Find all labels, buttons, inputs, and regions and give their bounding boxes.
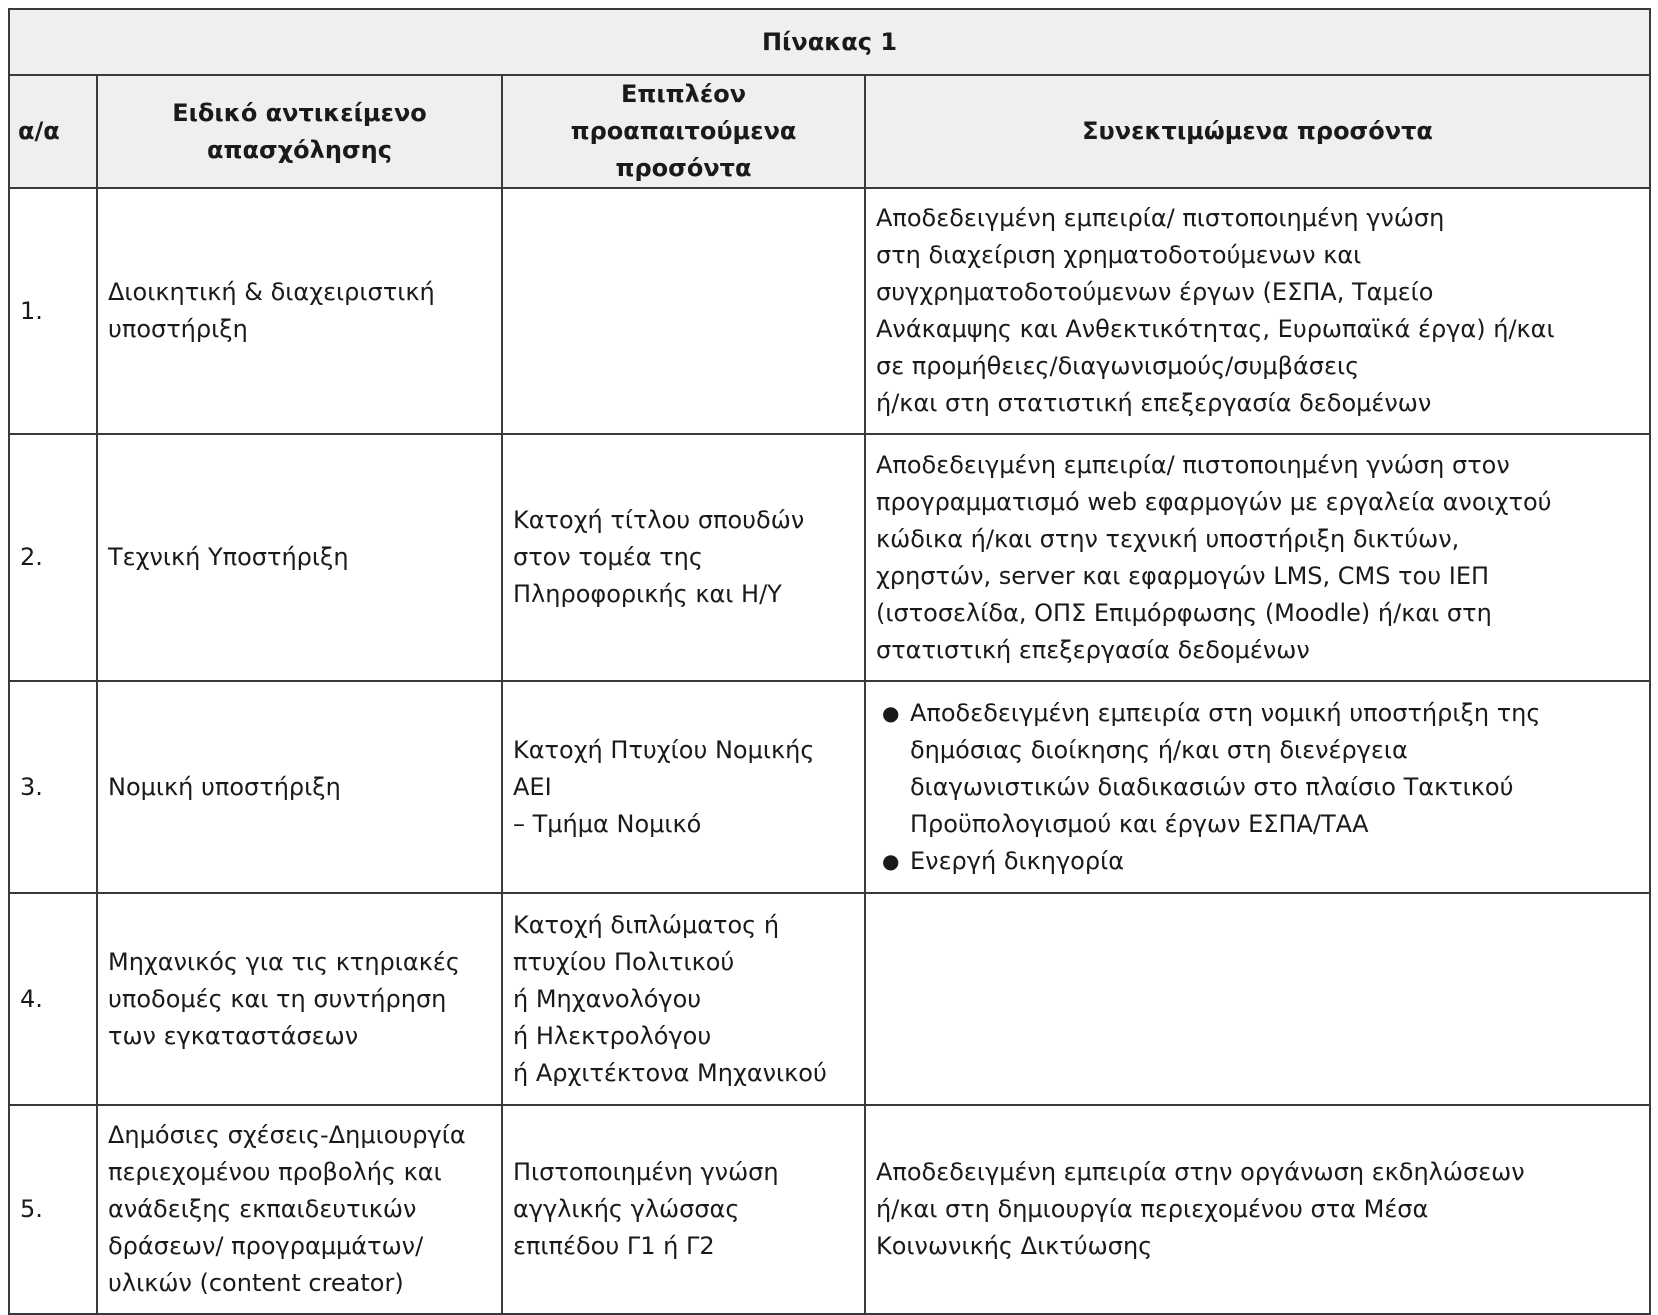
bullet-item	[882, 695, 1639, 843]
text-line: αγγλικής γλώσσας	[513, 1195, 740, 1223]
text-line: δράσεων/ προγραμμάτων/	[108, 1232, 424, 1260]
text-line: των εγκαταστάσεων	[108, 1021, 359, 1050]
header-prereq-line: Επιπλέον προαπαιτούμενα	[570, 80, 797, 145]
bullet-icon: ●	[882, 700, 900, 725]
text-line: κώδικα ή/και στην τεχνική υποστήριξη δικτύων,	[876, 524, 1460, 553]
header-prereq	[502, 75, 865, 188]
row-qualifications	[865, 188, 1650, 434]
text-line: ανάδειξης εκπαιδευτικών	[108, 1195, 417, 1223]
text-line: (ιστοσελίδα, ΟΠΣ Επιμόρφωσης (Moodle) ή/και στη	[876, 598, 1492, 627]
row-num: 4.	[9, 893, 97, 1105]
bullet-icon: ●	[882, 848, 900, 873]
row-object	[97, 681, 502, 893]
text-line: σε προμήθειες/διαγωνισμούς/συμβάσεις	[876, 352, 1360, 380]
header-qualifications: Συνεκτιμώμενα προσόντα	[865, 75, 1650, 188]
table-row	[9, 681, 1650, 893]
header-object-line: Ειδικό αντικείμενο	[172, 98, 427, 127]
text-line: Αποδεδειγμένη εμπειρία/ πιστοποιημένη γνώση στον	[876, 450, 1510, 479]
header-num: α/α	[9, 75, 97, 188]
row-prereq	[502, 188, 865, 434]
text-line: στατιστική επεξεργασία δεδομένων	[876, 635, 1310, 664]
text-line: στη διαχείριση χρηματοδοτούμενων και	[876, 241, 1362, 269]
text-line: – Τμήμα Νομικό	[513, 809, 702, 838]
text-line: χρηστών, server και εφαρμογών LMS, CMS του ΙΕΠ	[876, 561, 1490, 590]
text-line: Αποδεδειγμένη εμπειρία στη νομική υποστήριξη της	[910, 698, 1541, 727]
text-line: ή/και στη δημιουργία περιεχομένου στα Μέσα	[876, 1195, 1429, 1223]
text-line: περιεχομένου προβολής και	[108, 1158, 442, 1186]
table-title-row	[9, 9, 1650, 75]
text-line: διαγωνιστικών διαδικασιών στο πλαίσιο Τακτικού	[910, 772, 1514, 801]
row-prereq	[502, 681, 865, 893]
row-object	[97, 1105, 502, 1314]
text-line: επιπέδου Γ1 ή Γ2	[513, 1232, 715, 1260]
text-line: Κοινωνικής Δικτύωσης	[876, 1232, 1153, 1260]
text-line: ή Μηχανολόγου	[513, 984, 702, 1013]
row-num: 2.	[9, 434, 97, 681]
header-object-line: απασχόλησης	[207, 135, 392, 164]
text-line: ή Ηλεκτρολόγου	[513, 1021, 712, 1050]
text-line: συγχρηματοδοτούμενων έργων (ΕΣΠΑ, Ταμείο	[876, 278, 1434, 306]
row-qualifications	[865, 681, 1650, 893]
row-object	[97, 188, 502, 434]
text-line: Μηχανικός για τις κτηριακές	[108, 947, 460, 976]
row-qualifications	[865, 434, 1650, 681]
text-line: υποδομές και τη συντήρηση	[108, 984, 447, 1013]
text-line: Κατοχή Πτυχίου Νομικής ΑΕΙ	[513, 735, 815, 801]
row-prereq	[502, 1105, 865, 1314]
row-object	[97, 893, 502, 1105]
text-line: Κατοχή διπλώματος ή	[513, 910, 780, 939]
text-line: ή Αρχιτέκτονα Μηχανικού	[513, 1058, 827, 1087]
text-line: Αποδεδειγμένη εμπειρία/ πιστοποιημένη γνώση	[876, 204, 1445, 232]
table-row	[9, 1105, 1650, 1314]
text-line: Ανάκαμψης και Ανθεκτικότητας, Ευρωπαϊκά έργα) ή/και	[876, 315, 1555, 343]
text-line: προγραμματισμό web εφαρμογών με εργαλεία ανοιχτού	[876, 487, 1552, 516]
text-line: Ενεργή δικηγορία	[910, 846, 1125, 875]
row-num: 3.	[9, 681, 97, 893]
text-line: ή/και στη στατιστική επεξεργασία δεδομένων	[876, 389, 1432, 417]
text-line: Διοικητική & διαχειριστική	[108, 278, 435, 306]
qualifications-table	[8, 8, 1651, 1315]
table-row	[9, 893, 1650, 1105]
text-line: Πληροφορικής και Η/Υ	[513, 580, 782, 608]
bullet-list	[876, 695, 1639, 880]
text-line: Αποδεδειγμένη εμπειρία στην οργάνωση εκδηλώσεων	[876, 1158, 1525, 1186]
table-title: Πίνακας 1	[9, 9, 1650, 75]
row-num: 5.	[9, 1105, 97, 1314]
text-line: υλικών (content creator)	[108, 1269, 404, 1297]
header-prereq-line: προσόντα	[615, 154, 752, 182]
text-line: πτυχίου Πολιτικού	[513, 947, 735, 976]
text-line: Τεχνική Υποστήριξη	[108, 543, 349, 571]
text-line: Δημόσιες σχέσεις-Δημιουργία	[108, 1121, 466, 1149]
row-qualifications	[865, 1105, 1650, 1314]
text-line: Κατοχή τίτλου σπουδών	[513, 506, 805, 534]
row-object	[97, 434, 502, 681]
row-num: 1.	[9, 188, 97, 434]
row-qualifications	[865, 893, 1650, 1105]
table-row	[9, 188, 1650, 434]
row-prereq	[502, 434, 865, 681]
text-line: στον τομέα της	[513, 543, 703, 571]
header-object	[97, 75, 502, 188]
text-line: Νομική υποστήριξη	[108, 772, 341, 801]
text-line: Πιστοποιημένη γνώση	[513, 1158, 779, 1186]
text-line: υποστήριξη	[108, 315, 248, 343]
bullet-item	[882, 843, 1639, 880]
text-line: Προϋπολογισμού και έργων ΕΣΠΑ/ΤΑΑ	[910, 809, 1369, 838]
row-prereq	[502, 893, 865, 1105]
table-row	[9, 434, 1650, 681]
table-header-row	[9, 75, 1650, 188]
text-line: δημόσιας διοίκησης ή/και στη διενέργεια	[910, 735, 1408, 764]
